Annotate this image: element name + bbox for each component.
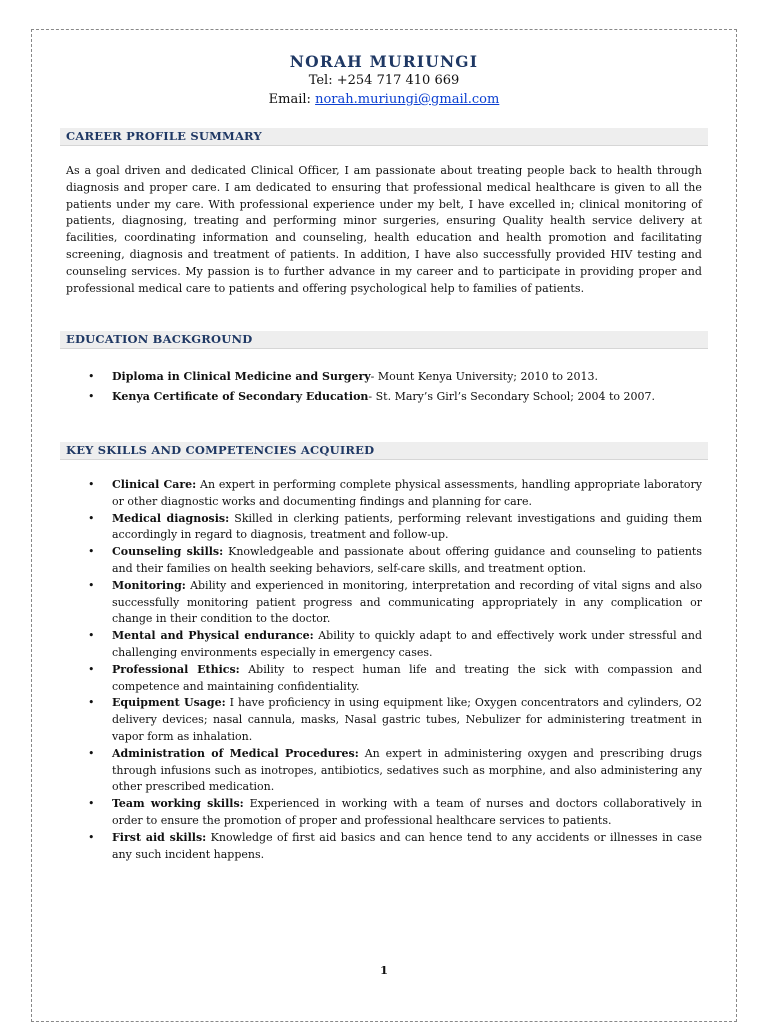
skill-title: Mental and Physical endurance: bbox=[112, 629, 314, 643]
bullet-icon: • bbox=[88, 746, 95, 760]
skills-heading: KEY SKILLS AND COMPETENCIES ACQUIRED bbox=[60, 442, 708, 460]
telephone: Tel: +254 717 410 669 bbox=[308, 73, 460, 88]
bullet-icon: • bbox=[88, 511, 95, 525]
skill-item bbox=[66, 796, 702, 830]
skill-detail: Skilled in clerking patients, performing relevant investigations and guiding them accordingly in regard to diagnosis, treatment and follow-up. bbox=[112, 511, 703, 542]
skill-detail: Knowledge of first aid basics and can hence tend to any accidents or illnesses in case any such incident happens. bbox=[112, 830, 702, 861]
skill-detail: Ability and experienced in monitoring, interpretation and recording of vital signs and also successfully monitoring patient progress and communicating appropriately in any complication or change in their condition to the doctor. bbox=[112, 578, 702, 626]
skill-detail: An expert in administering oxygen and prescribing drugs through infusions such as inotropes, antibiotics, sedatives such as morphine, and also administering any other prescribed medication. bbox=[112, 746, 702, 794]
skill-item bbox=[66, 544, 702, 578]
education-detail: - Mount Kenya University; 2010 to 2013. bbox=[370, 370, 599, 383]
education-item bbox=[66, 389, 702, 406]
skill-title: First aid skills: bbox=[112, 830, 207, 844]
skill-item bbox=[66, 578, 702, 628]
skill-title: Counseling skills: bbox=[112, 545, 224, 559]
bullet-icon: • bbox=[88, 578, 95, 592]
skill-detail: Experienced in working with a team of nurses and doctors collaboratively in order to ensure the promotion of proper and professional healthcare services to patients. bbox=[112, 797, 703, 827]
skill-item bbox=[66, 477, 702, 511]
skill-detail: An expert in performing complete physical assessments, handling appropriate laboratory or other diagnostic works and documenting findings and planning for care. bbox=[112, 478, 702, 508]
bullet-icon: • bbox=[88, 478, 95, 491]
bullet-icon: • bbox=[88, 830, 95, 844]
skill-title: Team working skills: bbox=[112, 797, 244, 811]
email-line bbox=[0, 92, 768, 107]
skill-title: Professional Ethics: bbox=[112, 662, 240, 676]
bullet-icon: • bbox=[88, 389, 95, 403]
skill-item bbox=[66, 511, 702, 545]
skill-title: Clinical Care: bbox=[112, 478, 197, 491]
skill-title: Monitoring: bbox=[112, 578, 186, 592]
education-item bbox=[66, 369, 702, 386]
skill-item bbox=[66, 746, 702, 796]
career-profile-heading: CAREER PROFILE SUMMARY bbox=[60, 128, 708, 146]
skill-detail: Ability to quickly adapt to and effectively work under stressful and challenging environments especially in emergency cases. bbox=[112, 629, 702, 659]
email-link[interactable]: norah.muriungi@gmail.com bbox=[315, 92, 500, 107]
skill-item bbox=[66, 830, 702, 864]
career-profile-text: As a goal driven and dedicated Clinical Officer, I am passionate about treating people back to health through diagnosis and proper care. I am dedicated to ensuring that professional medical healthcare is given to all the patients under my care. With professional experience under my belt, I have excelled in; clinical monitoring of patients, diagnosing, treating and performing minor surgeries, ensuring Quality health service delivery at facilities, coordinating information and counseling, health education and health promotion and facilitating screening, diagnosis and treatment of patients. In addition, I have also successfully provided HIV testing and counseling services. My passion is to further advance in my career and to participate in providing proper and professional medical care to patients and offering psychological help to families of patients. bbox=[66, 164, 702, 295]
skill-title: Medical diagnosis: bbox=[112, 511, 230, 525]
bullet-icon: • bbox=[88, 662, 95, 676]
skill-detail: Knowledgeable and passionate about offering guidance and counseling to patients and their families on health seeking behaviors, self-care skills, and treatment option. bbox=[112, 545, 702, 575]
education-title: Kenya Certificate of Secondary Education bbox=[112, 389, 369, 403]
bullet-icon: • bbox=[88, 696, 95, 710]
education-title: Diploma in Clinical Medicine and Surgery bbox=[112, 370, 371, 383]
education-detail: - St. Mary’s Girl’s Secondary School; 2004 to 2007. bbox=[368, 389, 655, 403]
applicant-name: NORAH MURIUNGI bbox=[289, 52, 479, 71]
skill-title: Administration of Medical Procedures: bbox=[112, 746, 359, 760]
skill-detail: Ability to respect human life and treating the sick with compassion and competence and maintaining confidentiality. bbox=[112, 662, 703, 693]
skill-detail: I have proficiency in using equipment like; Oxygen concentrators and cylinders, O2 delivery devices; nasal cannula, masks, Nasal gastric tubes, Nebulizer for administering treatment in vapor form as inhalation. bbox=[112, 696, 702, 743]
bullet-icon: • bbox=[88, 797, 95, 811]
email-label: Email: bbox=[268, 92, 316, 107]
bullet-icon: • bbox=[88, 370, 95, 383]
education-list bbox=[66, 369, 702, 409]
skill-item bbox=[66, 662, 702, 696]
skill-item bbox=[66, 628, 702, 662]
bullet-icon: • bbox=[88, 629, 95, 643]
skill-title: Equipment Usage: bbox=[112, 696, 226, 710]
bullet-icon: • bbox=[88, 545, 95, 559]
skills-list bbox=[66, 477, 702, 863]
page-number: 1 bbox=[379, 963, 388, 977]
skill-item bbox=[66, 695, 702, 745]
education-heading: EDUCATION BACKGROUND bbox=[60, 331, 708, 349]
